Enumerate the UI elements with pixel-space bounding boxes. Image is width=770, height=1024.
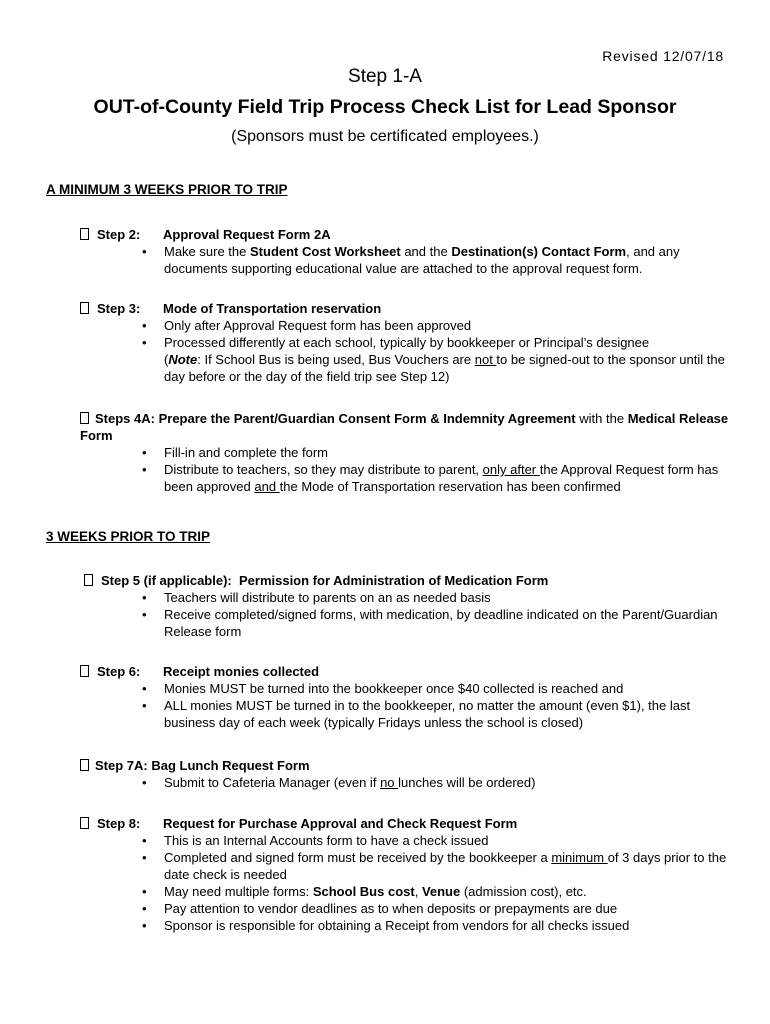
step-title: Permission for Administration of Medication Form (238, 573, 549, 588)
bullet-icon: • (142, 318, 147, 333)
bullet-list (80, 317, 730, 385)
bullet-icon: • (142, 590, 147, 605)
step-8-checkbox[interactable] (80, 817, 89, 829)
bullet-icon: • (142, 607, 147, 622)
bullet-icon: • (142, 775, 147, 790)
bullet-icon: • (142, 698, 147, 713)
step-label: Step 7A: (95, 758, 148, 773)
step-2 (80, 226, 730, 277)
school-bus-cost: School Bus cost (312, 884, 415, 899)
revised-date: Revised 12/07/18 (602, 48, 724, 64)
bullet-list (80, 680, 730, 731)
step-title: Request for Purchase Approval and Check Request Form (163, 816, 518, 831)
step-label: Step 5 (if applicable): (101, 573, 232, 588)
list-item: • Teachers will distribute to parents on an as needed basis (142, 590, 491, 605)
note-label: Note (168, 352, 198, 367)
list-item: • Monies MUST be turned into the bookkeeper once $40 collected is reached and (142, 681, 624, 696)
step-7a (80, 757, 730, 791)
bullet-icon: • (142, 833, 147, 848)
list-item: • Completed and signed form must be received by the bookkeeper a minimum of 3 days prior to the date check is needed (142, 850, 727, 882)
medical-release-form: Medical Release Form (80, 411, 729, 443)
step-2-heading (80, 226, 730, 243)
step-3-heading (80, 300, 730, 317)
bullet-icon: • (142, 850, 147, 865)
bullet-icon: • (142, 918, 147, 933)
step-title: Mode of Transportation reservation (163, 301, 382, 316)
step-title: Receipt monies collected (163, 664, 320, 679)
step-3-checkbox[interactable] (80, 302, 89, 314)
list-item: • Pay attention to vendor deadlines as to when deposits or prepayments are due (142, 901, 618, 916)
page-title: OUT-of-County Field Trip Process Check List for Lead Sponsor (93, 96, 677, 118)
step-2-checkbox[interactable] (80, 228, 89, 240)
step-5-heading (80, 572, 730, 589)
bullet-list (80, 444, 730, 495)
step-title: Bag Lunch Request Form (151, 758, 310, 773)
bullet-icon: • (142, 445, 147, 460)
step-3 (80, 300, 730, 385)
step-7a-heading (80, 757, 730, 774)
bullet-icon: • (142, 681, 147, 696)
step-5-checkbox[interactable] (84, 574, 93, 586)
step-7a-checkbox[interactable] (80, 759, 89, 771)
list-item: • ALL monies MUST be turned in to the bookkeeper, no matter the amount (even $1), the last business day of each week (typically Fridays unless the school is closed) (142, 698, 691, 730)
list-item: • Submit to Cafeteria Manager (even if no lunches will be ordered) (142, 775, 536, 790)
bullet-icon: • (142, 462, 147, 477)
bullet-list (80, 589, 730, 640)
list-item: • Fill-in and complete the form (142, 445, 329, 460)
venue: Venue (421, 884, 461, 899)
step-label: Step 8: (97, 816, 141, 831)
section-heading-min-3-weeks: A MINIMUM 3 WEEKS PRIOR TO TRIP (46, 182, 288, 197)
step-label: Steps 4A: (95, 411, 155, 426)
step-5 (80, 572, 730, 640)
student-cost-worksheet: Student Cost Worksheet (250, 244, 401, 259)
bullet-icon: • (142, 244, 147, 259)
list-item: • May need multiple forms: School Bus cost, Venue (admission cost), etc. (142, 884, 587, 899)
list-item: • Distribute to teachers, so they may distribute to parent, only after the Approval Request form has been approved and the Mode of Transportation reservation has been confirmed (142, 462, 719, 494)
step-title: Prepare the Parent/Guardian Consent Form & Indemnity Agreement (158, 411, 576, 426)
step-8 (80, 815, 730, 934)
section-heading-3-weeks: 3 WEEKS PRIOR TO TRIP (46, 529, 211, 544)
step-8-heading (80, 815, 730, 832)
list-item: • Processed differently at each school, typically by bookkeeper or Principal’s designee (142, 335, 650, 350)
step-label: Step 2: (97, 227, 141, 242)
step-label: Step 3: (97, 301, 141, 316)
bullet-list (80, 243, 730, 277)
list-item: • Only after Approval Request form has been approved (142, 318, 472, 333)
step-title: Approval Request Form 2A (163, 227, 331, 242)
page-subtitle: (Sponsors must be certificated employees.) (231, 128, 539, 145)
list-item: • This is an Internal Accounts form to have a check issued (142, 833, 489, 848)
step-4a-heading: Steps 4A: Prepare the Parent/Guardian Consent Form & Indemnity Agreement with the Medical Release Form (80, 411, 729, 443)
step-title: Step 1-A (348, 66, 422, 87)
list-item: • Make sure the Student Cost Worksheet and the Destination(s) Contact Form, and any documents supporting educational value are attached to the approval request form. (142, 244, 680, 276)
step-4a (80, 410, 730, 495)
list-item: (Note: If School Bus is being used, Bus Vouchers are not to be signed-out to the sponsor until the day before or the day of the field trip see Step 12) (164, 352, 725, 384)
step-label: Step 6: (97, 664, 141, 679)
list-item: • Sponsor is responsible for obtaining a Receipt from vendors for all checks issued (142, 918, 630, 933)
step-6-heading (80, 663, 730, 680)
bullet-icon: • (142, 884, 147, 899)
destination-contact-form: Destination(s) Contact Form (451, 244, 627, 259)
bullet-icon: • (142, 901, 147, 916)
step-6-checkbox[interactable] (80, 665, 89, 677)
step-4a-checkbox[interactable] (80, 412, 89, 424)
bullet-list (80, 774, 730, 791)
bullet-list (80, 832, 730, 934)
bullet-icon: • (142, 335, 147, 350)
step-6 (80, 663, 730, 731)
list-item: • Receive completed/signed forms, with medication, by deadline indicated on the Parent/Guardian Release form (142, 607, 718, 639)
